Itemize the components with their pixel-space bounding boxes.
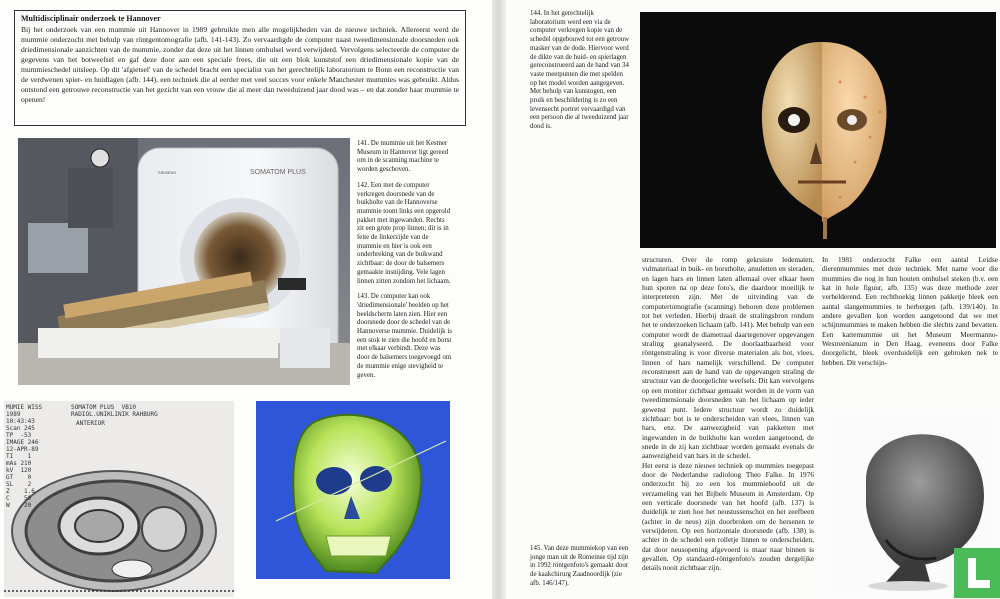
scanner-small-text: SIEMENS xyxy=(158,170,177,175)
corner-watermark xyxy=(954,548,1000,598)
reconstructed-head xyxy=(640,12,996,248)
skull-render-image xyxy=(256,401,450,579)
caption-141: 141. De mummie uit het Kestner Museum in Hannover ligt gereed om in de scanning machine te worden geschoven. xyxy=(357,140,449,174)
info-box-text: Bij het onderzoek van een mummie uit Hannover in 1989 gebruikte men alle mogelijkheden van de nieuwe techniek. Allereerst werd de mummie onderzocht met behulp van röntgentomografie (afb. 141-143). Zo vervaardigde de computer naast tweedimensionale doorsneden ook driedimensionale aanzichten van de mummie, zonder dat deze uit het linnen omhulsel werd verwijderd. Vervolgens selecteerde de computer de gegevens van het botweefsel en gaf deze door aan een speciale frees, die uit een blok kunststof een driedimensionale kopie van de mummieschedel uitsleep. Op dit 'afgietsel' van de schedel bracht een specialist van het gerechtelijk laboratorium te Bonn een reconstructie van de verdwenen spier- en huidlagen (afb. 144), een techniek die al eerder met veel succes voor enkele Manchester mummies was gebruikt. Aldus ontstond een getrouwe reconstructie van het gezicht van een vrouw die al meer dan tweeduizend jaar dood was – en dat zonder haar mummie te openen! xyxy=(21,25,459,104)
caption-143: 143. De computer kan ook 'driedimensionale' beelden op het beeldscherm laten zien. Hier een doorsnede door de schedel van de Hannoverse mummie. Duidelijk is een stok te zien die hoofd en borst met elkaar verbindt. Deze was door de balsemers toegevoegd om de mummie enige stevigheid te geven. xyxy=(357,293,452,379)
caption-144: 144. In het gerechtelijk laboratorium werd een via de computer verkregen kopie van de schedel opgebouwd tot een getrouw masker van de dode. Hiervoor werd de dikte van de huid- en spierlagen gereconstrueerd aan de hand van 34 vaste meetpunten die met spelden op het model worden aangegeven. Met behulp van kunstogen, een pruik en beschildering is zo een levensecht portret vervaardigd van een persoon die al tweeduizend jaar dood is. xyxy=(530,10,630,131)
column-2 xyxy=(822,255,998,367)
reconstruction-photo xyxy=(640,12,996,248)
right-page xyxy=(506,0,1000,599)
column-2-text: In 1981 onderzocht Falke een aantal Leidse dierenmummies met deze techniek. Met name voor die mummies die nog in hun houten omhulsel steken (b.v. een kat in hole figuur, afb. 135) was deze methode zeer verhelderend. Een rechthoekig linnen pakketje bleek een aantal slangemummies te herbergen (afb. 139/140). In andere gevallen kon worden aangetoond dat we met schijnmummies te maken hebben die slechts zand bevatten. Een kattemummie uit het Museum Meermanno-Westreenianum in Den Haag, eveneens door Falke doorgelicht, bleek overduidelijk een gebroken nek te hebben. Dit verschijn- xyxy=(822,255,998,367)
info-box xyxy=(14,10,466,126)
column-1-text: structuren. Over de romp gekruiste ledematen, vulmateriaal in buik- en borstholte, amuletten en sieraden, en lagen hars en linnen laten allemaal over elkaar heen hun sporen na op deze foto's, die daardoor moeilijk te interpreteren zijn. Met de uitvinding van de computertomografie (scanning) behoren deze problemen tot het verleden. Hierbij draait de stralingsbron rondom het te onderzoeken lichaam (afb. 141). Met behulp van een computer wordt de diametraal daartegenover opgevangen straling geanalyseerd. De doorlaatbaarheid voor röntgenstraling is voor diverse materialen als bot, vlees, linnen of hars namelijk verschillend. De computer reconstrueert aan de hand van de opgevangen straling de structuur van de doorgelichte weefsels. Dit kan vervolgens op een monitor zichtbaar gemaakt worden in de vorm van tweedimensionale doorsneden van het lichaam op ieder gewenst punt. Iedere structuur wordt zo duidelijk zichtbaar: bot is te onderscheiden van vlees, linnen van hars, enz. De aanwezigheid van pakketten met ingewanden in de buikholte kan worden aangetoond, de snede in de zij kan zichtbaar worden gemaakt evenals de aanwezigheid van hars in de schedel. xyxy=(642,255,815,461)
ct-scan-image xyxy=(4,401,234,597)
scanner-brand-text: SOMATOM PLUS xyxy=(250,169,306,176)
caption-142: 142. Een met de computer verkregen doorsnede van de buikholte van de Hannoverse mummie toont links een opgerold pakket met ingewanden. Rechts zit een grote prop linnen; dit is in feite de linkerzijde van de mummie en hier is ook een onderbreking van de buikwand zichtbaar: de door de balsemers gemaakte insnijding. Vele lagen linnen zitten zondom het lichaam. xyxy=(357,181,451,285)
caption-145: 145. Van deze mummiekop van een jonge man uit de Romeinse tijd zijn in 1992 röntgenfoto's gemaakt door de kaakchirurg Zaadnoordijk (zie afb. 146/147). xyxy=(530,545,629,587)
info-box-title: Multidisciplinair onderzoek te Hannover xyxy=(21,14,161,23)
column-1 xyxy=(642,255,814,573)
column-1-text-2: Het eerst is deze nieuwe techniek op mummies toegepast door de Nederlandse radioloog Theo Falke. In 1976 onderzocht hij zo een los mummiehoofd uit de verzameling van het Bijbels Museum in Amsterdam. Op een verticale doorsnede van het hoofd (afb. 137) is duidelijk te zien hoe het neustussenschot en het zeefbeen (achter in de neus) zijn doorbroken om de hersenen te verwijderen. Op een horizontale doorsnede (afb. 138) is achter in de schedel een rolletje linnen te onderscheiden, dat door neusopening afgevoerd is maar naar binnen is gevallen. Op standaard-röntgenfoto's zouden dergelijke details nooit zichtbaar zijn. xyxy=(642,460,814,573)
scanner-illustration xyxy=(18,138,350,385)
ct-orientation-label: ANTERIOR xyxy=(76,420,105,427)
scanner-photo xyxy=(18,138,350,385)
captions-left xyxy=(357,140,453,387)
left-page xyxy=(0,0,492,599)
page-gutter xyxy=(492,0,506,599)
ct-header-text: MUMIE WISS SOMATOM PLUS VB10 1989 RADIOL.UNIKLINIK RAHBURG 10:43:43 Scan 245 TP -53 IMAGE 246 12-APR-89 TI 1 mAs 210 kV 120 GT 0 SL 2 Z 1.6 C 50 W -20 xyxy=(6,404,158,509)
skull-render xyxy=(256,401,450,579)
